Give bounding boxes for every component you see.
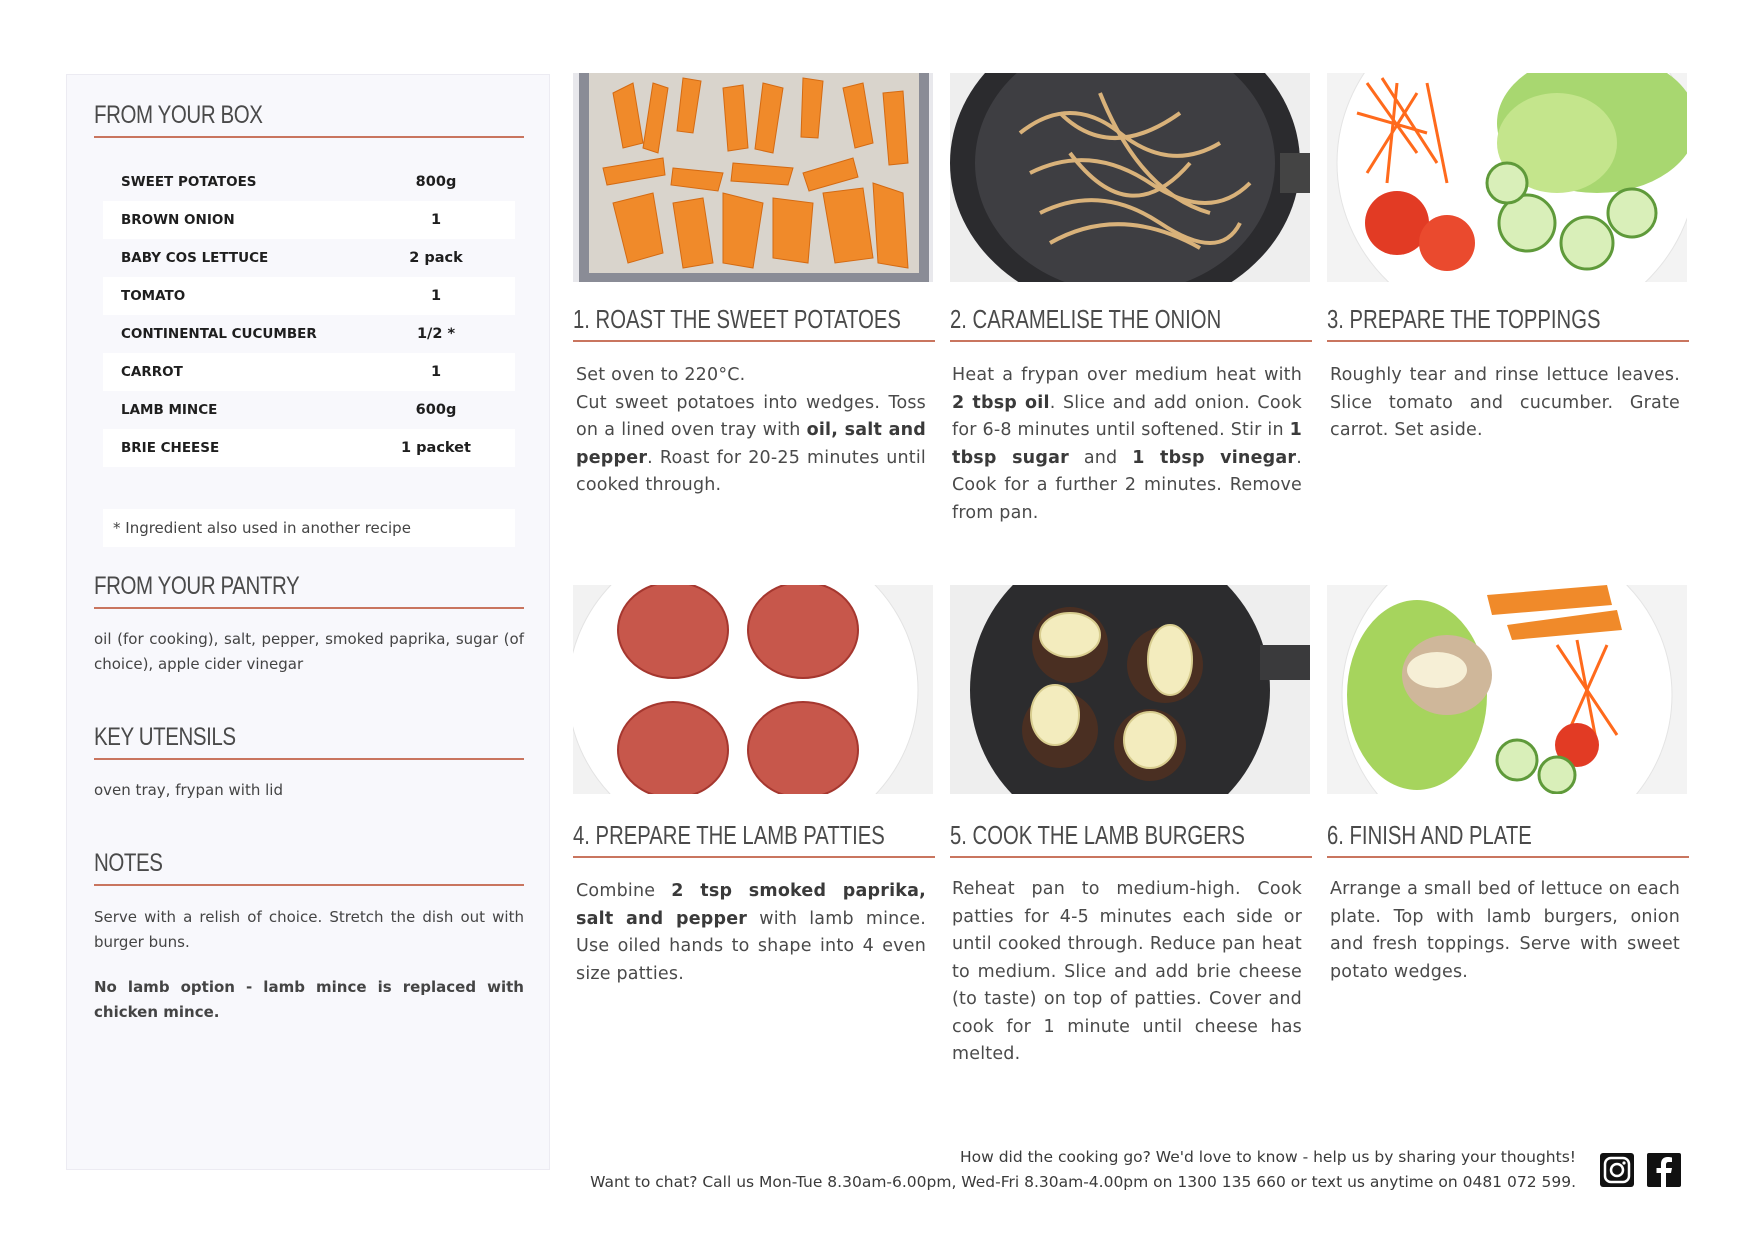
step-3-body: Roughly tear and rinse lettuce leaves. Slice tomato and cucumber. Grate carrot. Set aside. <box>1330 365 1680 440</box>
box-section-title: FROM YOUR BOX <box>94 101 524 138</box>
step-6-body: Arrange a small bed of lettuce on each plate. Top with lamb burgers, onion and fresh toppings. Serve with sweet potato wedges. <box>1330 879 1680 982</box>
ingredient-table <box>103 163 515 467</box>
step-1-body: Set oven to 220°C. Cut sweet potatoes into wedges. Toss on a lined oven tray with oil, salt and pepper. Roast for 20-25 minutes until cooked through. <box>576 365 926 495</box>
finished-plate-image <box>1327 585 1687 794</box>
ingredient-qty: 1 <box>430 212 442 228</box>
ingredient-name: SWEET POTATOES <box>121 174 257 190</box>
ingredient-name: BROWN ONION <box>121 212 235 228</box>
footer-feedback-text: How did the cooking go? We'd love to know - help us by sharing your thoughts! <box>959 1148 1576 1166</box>
ingredient-qty: 1/2 * <box>416 326 456 342</box>
step-5-body: Reheat pan to medium-high. Cook patties for 4-5 minutes each side or until cooked through. Reduce pan heat to medium. Slice and add brie cheese (to taste) on top of patties. Cover and cook for 1 minute until cheese has melted. <box>952 879 1302 1064</box>
table-row <box>103 315 515 353</box>
lamb-patties-image <box>573 585 933 794</box>
table-row <box>103 353 515 391</box>
toppings-plate-image <box>1327 73 1687 282</box>
ingredient-name: CONTINENTAL CUCUMBER <box>121 326 317 342</box>
footer-contact-text: Want to chat? Call us Mon-Tue 8.30am-6.00pm, Wed-Fri 8.30am-4.00pm on 1300 135 660 or text us anytime on 0481 072 599. <box>590 1173 1576 1191</box>
pantry-text: oil (for cooking), salt, pepper, smoked paprika, sugar (of choice), apple cider vinegar <box>94 630 524 673</box>
step-6-title: 6. FINISH AND PLATE <box>1327 820 1689 858</box>
onion-frypan-image <box>950 73 1310 282</box>
ingredient-name: LAMB MINCE <box>121 402 218 418</box>
ingredient-name: CARROT <box>121 364 183 380</box>
sidebar-panel <box>66 74 550 1170</box>
lamb-burgers-frypan-image <box>950 585 1310 794</box>
utensils-section-title: KEY UTENSILS <box>94 723 524 760</box>
ingredient-name: BABY COS LETTUCE <box>121 250 269 266</box>
table-row <box>103 163 515 201</box>
step-4-body: Combine 2 tsp smoked paprika, salt and pepper with lamb mince. Use oiled hands to shape into 4 even size patties. <box>576 881 926 984</box>
utensils-text: oven tray, frypan with lid <box>94 781 283 799</box>
facebook-icon[interactable] <box>1646 1152 1682 1188</box>
ingredient-qty: 1 <box>430 364 442 380</box>
ingredient-footnote: * Ingredient also used in another recipe <box>103 509 515 547</box>
notes-text: Serve with a relish of choice. Stretch the dish out with burger buns. <box>94 908 524 951</box>
instagram-icon[interactable] <box>1599 1152 1635 1188</box>
table-row <box>103 429 515 467</box>
step-2-body: Heat a frypan over medium heat with 2 tbsp oil. Slice and add onion. Cook for 6-8 minutes until softened. Stir in 1 tbsp sugar and 1 tbsp vinegar. Cook for a further 2 minutes. Remove from pan. <box>952 365 1302 523</box>
ingredient-qty: 1 <box>430 288 442 304</box>
ingredient-qty: 2 pack <box>409 250 463 266</box>
table-row <box>103 277 515 315</box>
table-row <box>103 391 515 429</box>
ingredient-qty: 600g <box>415 402 457 418</box>
step-2-title: 2. CARAMELISE THE ONION <box>950 304 1312 342</box>
table-row <box>103 239 515 277</box>
pantry-section-title: FROM YOUR PANTRY <box>94 572 524 609</box>
step-1-title: 1. ROAST THE SWEET POTATOES <box>573 304 935 342</box>
step-5-title: 5. COOK THE LAMB BURGERS <box>950 820 1312 858</box>
ingredient-name: BRIE CHEESE <box>121 440 220 456</box>
sweet-potato-tray-image <box>573 73 933 282</box>
ingredient-name: TOMATO <box>121 288 186 304</box>
notes-section-title: NOTES <box>94 849 524 886</box>
notes-bold-text: No lamb option - lamb mince is replaced with chicken mince. <box>94 978 524 1021</box>
step-3-title: 3. PREPARE THE TOPPINGS <box>1327 304 1689 342</box>
ingredient-qty: 800g <box>415 174 457 190</box>
ingredient-qty: 1 packet <box>401 440 471 456</box>
step-4-title: 4. PREPARE THE LAMB PATTIES <box>573 820 935 858</box>
table-row <box>103 201 515 239</box>
